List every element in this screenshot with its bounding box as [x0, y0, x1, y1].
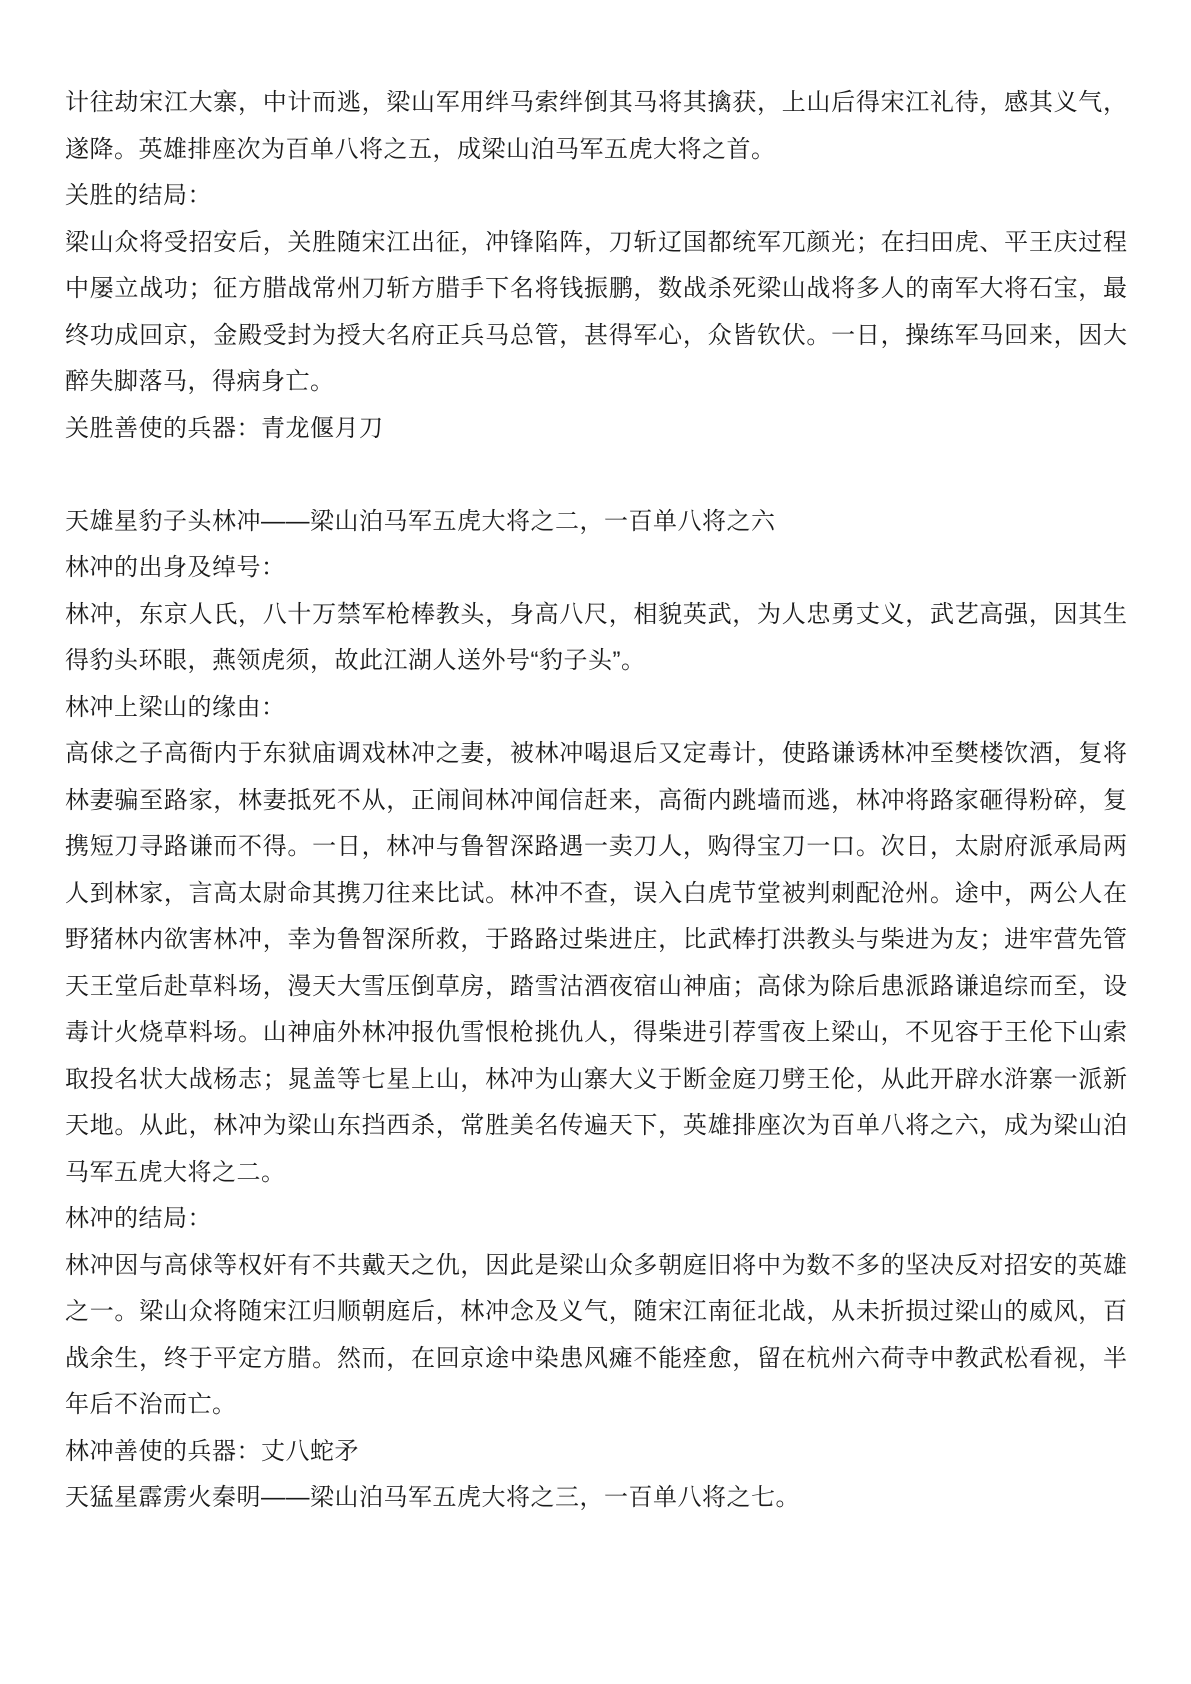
text-line: 林冲上梁山的缘由：	[65, 693, 286, 721]
text-line: 野猪林内欲害林冲，幸为鲁智深所救，于路路过柴进庄，比武棒打洪教头与柴进为友；进牢营先管	[65, 926, 1127, 953]
text-line: 毒计火烧草料场。山神庙外林冲报仇雪恨枪挑仇人，得柴进引荐雪夜上梁山，不见容于王伦下山索	[65, 1019, 1127, 1046]
text-line: 携短刀寻路谦而不得。一日，林冲与鲁智深路遇一卖刀人，购得宝刀一口。次日，太尉府派承局两	[65, 833, 1127, 860]
text-block	[65, 80, 1127, 1522]
text-line: 高俅之子高衙内于东狱庙调戏林冲之妻，被林冲喝退后又定毒计，使路谦诱林冲至樊楼饮酒，复将	[65, 740, 1127, 767]
text-line: 天王堂后赴草料场，漫天大雪压倒草房，踏雪沽酒夜宿山神庙；高俅为除后患派路谦追综而至，设	[65, 972, 1127, 1000]
text-line: 关胜善使的兵器：青龙偃月刀	[65, 414, 384, 442]
text-line: 取投名状大战杨志；晁盖等七星上山，林冲为山寨大义于断金庭刀劈王伦，从此开辟水浒寨一派新	[65, 1065, 1127, 1093]
text-line: 林妻骗至路家，林妻抵死不从，正闹间林冲闻信赶来，高衙内跳墙而逃，林冲将路家砸得粉碎，复	[65, 786, 1127, 814]
text-line: 梁山众将受招安后，关胜随宋江出征，冲锋陷阵，刀斩辽国都统军兀颜光；在扫田虎、平王庆过程	[65, 228, 1127, 256]
text-line: 人到林家，言高太尉命其携刀往来比试。林冲不查，误入白虎节堂被判刺配沧州。途中，两公人在	[65, 879, 1127, 907]
text-line: 计往劫宋江大寨，中计而逃，梁山军用绊马索绊倒其马将其擒获，上山后得宋江礼待，感其义气，	[65, 89, 1127, 116]
text-line: 天地。从此，林冲为梁山东挡西杀，常胜美名传遍天下，英雄排座次为百单八将之六，成为梁山泊	[65, 1112, 1127, 1139]
text-line: 终功成回京，金殿受封为授大名府正兵马总管，甚得军心，众皆钦伏。一日，操练军马回来，因大	[65, 321, 1127, 349]
text-line: 中屡立战功；征方腊战常州刀斩方腊手下名将钱振鹏，数战杀死梁山战将多人的南军大将石宝，最	[65, 275, 1127, 302]
text-line: 天猛星霹雳火秦明——梁山泊马军五虎大将之三，一百单八将之七。	[65, 1484, 800, 1511]
text-line: 林冲的出身及绰号：	[65, 554, 286, 581]
text-line: 马军五虎大将之二。	[65, 1158, 286, 1186]
text-line: 天雄星豹子头林冲——梁山泊马军五虎大将之二，一百单八将之六	[65, 507, 776, 535]
text-line: 年后不治而亡。	[65, 1391, 237, 1418]
text-line: 关胜的结局：	[65, 182, 212, 209]
text-line: 遂降。英雄排座次为百单八将之五，成梁山泊马军五虎大将之首。	[65, 135, 776, 163]
text-line: 林冲的结局：	[65, 1205, 212, 1232]
blank-line	[65, 452, 1127, 499]
text-line: 战余生，终于平定方腊。然而，在回京途中染患风瘫不能痊愈，留在杭州六荷寺中教武松看视，半	[65, 1344, 1127, 1372]
text-line: 之一。梁山众将随宋江归顺朝庭后，林冲念及义气，随宋江南征北战，从未折损过梁山的威风，百	[65, 1298, 1127, 1325]
text-line: 林冲因与高俅等权奸有不共戴天之仇，因此是梁山众多朝庭旧将中为数不多的坚决反对招安的英雄	[65, 1251, 1127, 1279]
text-line: 林冲，东京人氏，八十万禁军枪棒教头，身高八尺，相貌英武，为人忠勇丈义，武艺高强，因其生	[65, 600, 1127, 628]
text-line: 得豹头环眼，燕领虎须，故此江湖人送外号“豹子头”。	[65, 647, 646, 674]
text-line: 醉失脚落马，得病身亡。	[65, 368, 335, 395]
text-line: 林冲善使的兵器：丈八蛇矛	[65, 1437, 359, 1465]
